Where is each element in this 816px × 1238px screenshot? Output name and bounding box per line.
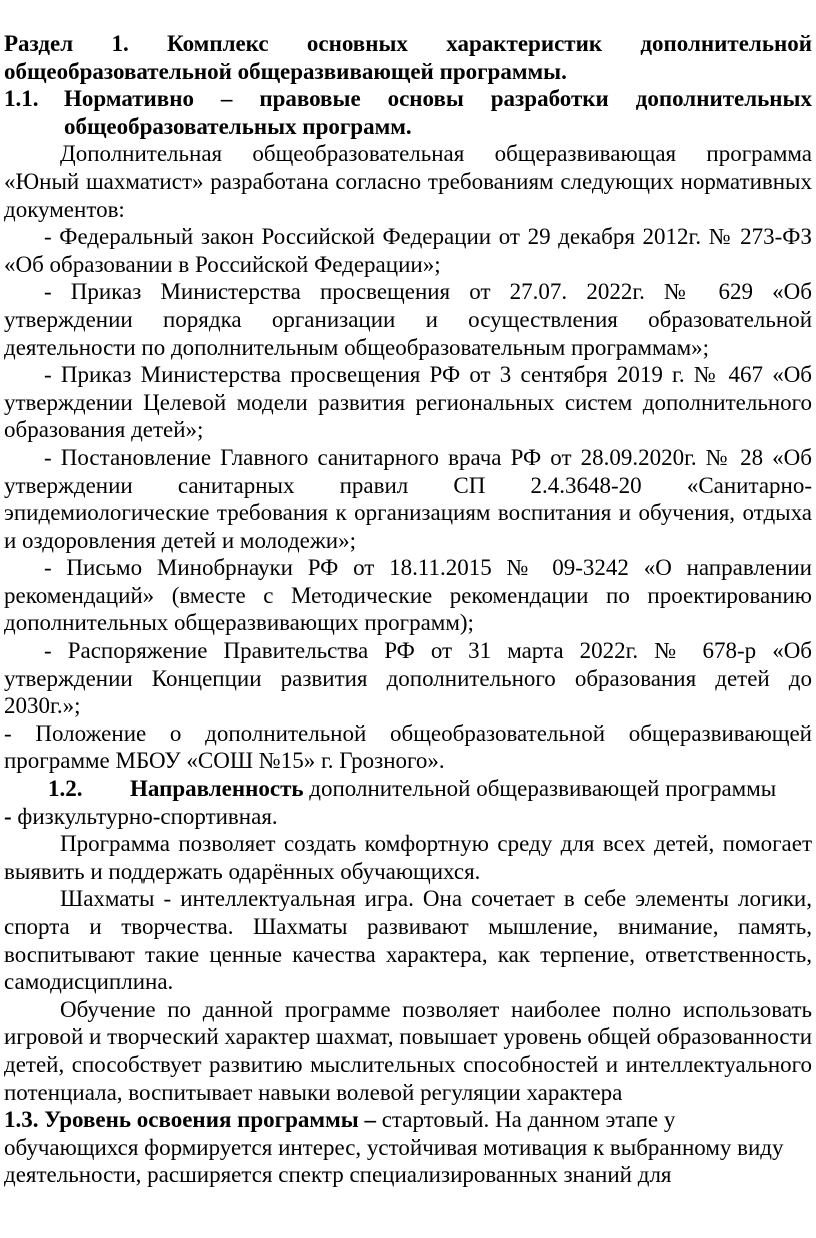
intro-paragraph: Дополнительная общеобразовательная общеразвивающая программа «Юный шахматист» разработана согласно требованиям следующих нормативных документов: xyxy=(4,141,812,222)
heading-1-3-bold: 1.3. Уровень освоения программы – xyxy=(4,1107,376,1133)
doc-item-2: - Приказ Министерства просвещения от 27.07. 2022г. № 629 «Об утверждении порядка организации и осуществления образовательной деятельности по дополнительным общеобразовательным программам»; xyxy=(4,279,812,360)
heading-1-2-bold: Направленность xyxy=(130,776,304,802)
heading-1-2-value: физкультурно-спортивная. xyxy=(17,803,278,829)
doc-item-6: - Распоряжение Правительства РФ от 31 марта 2022г. № 678-р «Об утверждении Концепции развития дополнительного образования детей до 2030г.»; xyxy=(4,638,812,719)
section-title: Раздел 1. Комплекс основных характеристик дополнительной общеобразовательной общеразвивающей программы. xyxy=(4,31,812,84)
doc-item-7: - Положение о дополнительной общеобразовательной общеразвивающей программе МБОУ «СОШ №15» г. Грозного». xyxy=(4,720,812,774)
heading-1-3-rest: стартовый. На данном этапе у обучающихся формируется интерес, устойчивая мотивация к выбранному виду деятельности, расширяется спектр специализированных знаний для xyxy=(4,1107,784,1188)
heading-1-2 xyxy=(4,775,812,830)
doc-item-4: - Постановление Главного санитарного врача РФ от 28.09.2020г. № 28 «Об утверждении санитарных правил СП 2.4.3648-20 «Санитарно-эпидемиологические требования к организациям воспитания и обучения, отдыха и оздоровления детей и молодежи»; xyxy=(4,444,812,553)
paragraph-comfort: Программа позволяет создать комфортную среду для всех детей, помогает выявить и поддержать одарённых обучающихся. xyxy=(4,831,812,884)
doc-item-3: - Приказ Министерства просвещения РФ от 3 сентября 2019 г. № 467 «Об утверждении Целевой модели развития региональных систем дополнительного образования детей»; xyxy=(4,362,812,443)
doc-item-1: - Федеральный закон Российской Федерации от 29 декабря 2012г. № 273-ФЗ «Об образовании в Российской Федерации»; xyxy=(4,224,812,277)
heading-1-3 xyxy=(4,1106,812,1189)
heading-1-2-dash: - xyxy=(4,803,18,829)
paragraph-chess: Шахматы - интеллектуальная игра. Она сочетает в себе элементы логики, спорта и творчества. Шахматы развивают мышление, внимание, память, воспитывают такие ценные качества характера, как терпение, ответственность, самодисциплина. xyxy=(4,886,812,995)
heading-1-1-title: Нормативно – правовые основы разработки дополнительных общеобразовательных программ. xyxy=(64,86,812,139)
heading-1-2-rest: дополнительной общеразвивающей программы xyxy=(303,776,777,802)
doc-item-5: - Письмо Минобрнауки РФ от 18.11.2015 № 09-3242 «О направлении рекомендаций» (вместе с Методические рекомендации по проектированию дополнительных общеразвивающих программ); xyxy=(4,555,812,636)
paragraph-learning: Обучение по данной программе позволяет наиболее полно использовать игровой и творческий характер шахмат, повышает уровень общей образованности детей, способствует развитию мыслительных способностей и интеллектуального потенциала, воспитывает навыки волевой регуляции характера xyxy=(4,996,812,1105)
heading-1-1 xyxy=(4,85,812,140)
heading-1-1-number: 1.1. xyxy=(4,86,39,112)
heading-1-2-number: 1.2. xyxy=(48,776,83,802)
